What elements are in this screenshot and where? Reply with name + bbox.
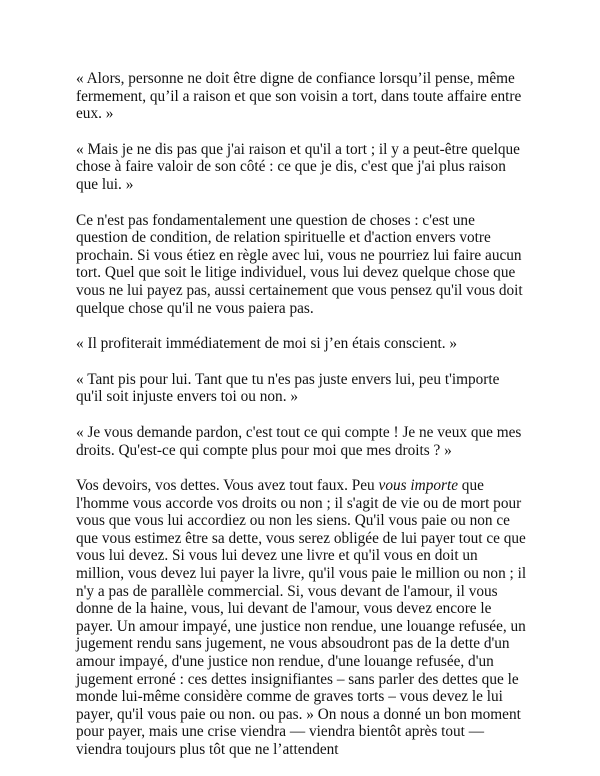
paragraph-7-start: Vos devoirs, vos dettes. Vous avez tout faux. Peu [76, 477, 379, 495]
paragraph-4: « Il profiterait immédiatement de moi si j’en étais conscient. » [76, 335, 458, 353]
emphasis-vous-importe: vous importe [378, 477, 458, 495]
paragraph-1: « Alors, personne ne doit être digne de confiance lorsqu’il pense, même fermement, qu’il a raison et que son voisin a tort, dans toute affaire entre eux. » [76, 70, 522, 123]
paragraph-5: « Tant pis pour lui. Tant que tu n'es pas juste envers lui, peu t'importe qu'il soit injuste envers toi ou non. » [76, 370, 500, 406]
paragraph-6: « Je vous demande pardon, c'est tout ce qui compte ! Je ne veux que mes droits. Qu'est-ce qui compte plus pour moi que mes droits ? » [76, 423, 522, 459]
document-page [76, 70, 528, 759]
paragraph-7-rest: que l'homme vous accorde vos droits ou non ; il s'agit de vie ou de mort pour vous que vous lui accordiez ou non les siens. Qu'il vous paie ou non ce que vous estimez être sa dette, vous serez obligée de lui payer tout ce que vous lui devez. Si vous lui devez une livre et qu'il vous en doit un million, vous devez lui payer la livre, qu'il vous paie le million ou non ; il n'y a pas de parallèle commercial. Si, vous devant de l'amour, il vous donne de la haine, vous, lui devant de l'amour, vous devez encore le payer. Un amour impayé, une justice non rendue, une louange refusée, un jugement rendu sans jugement, ne vous absoudront pas de la dette d'un amour impayé, d'une justice non rendue, d'une louange refusée, d'un jugement erroné : ces dettes insignifiantes – sans parler des dettes que le monde lui-même considère comme de graves torts – vous devez le lui payer, qu'il vous paie ou non. ou pas. » On nous a donné un bon moment pour payer, mais une crise viendra — viendra bientôt après tout — viendra toujours plus tôt que ne l’attendent [76, 477, 527, 758]
paragraph-3: Ce n'est pas fondamentalement une question de choses : c'est une question de condition, de relation spirituelle et d'action envers votre prochain. Si vous étiez en règle avec lui, vous ne pourriez lui faire aucun tort. Quel que soit le litige individuel, vous lui devez quelque chose que vous ne lui payez pas, aussi certainement que vous pensez qu'il vous doit quelque chose qu'il ne vous paiera pas. [76, 211, 523, 317]
paragraph-7 [76, 477, 528, 759]
paragraph-2: « Mais je ne dis pas que j'ai raison et qu'il a tort ; il y a peut-être quelque chose à faire valoir de son côté : ce que je dis, c'est que j'ai plus raison que lui. » [76, 140, 520, 193]
